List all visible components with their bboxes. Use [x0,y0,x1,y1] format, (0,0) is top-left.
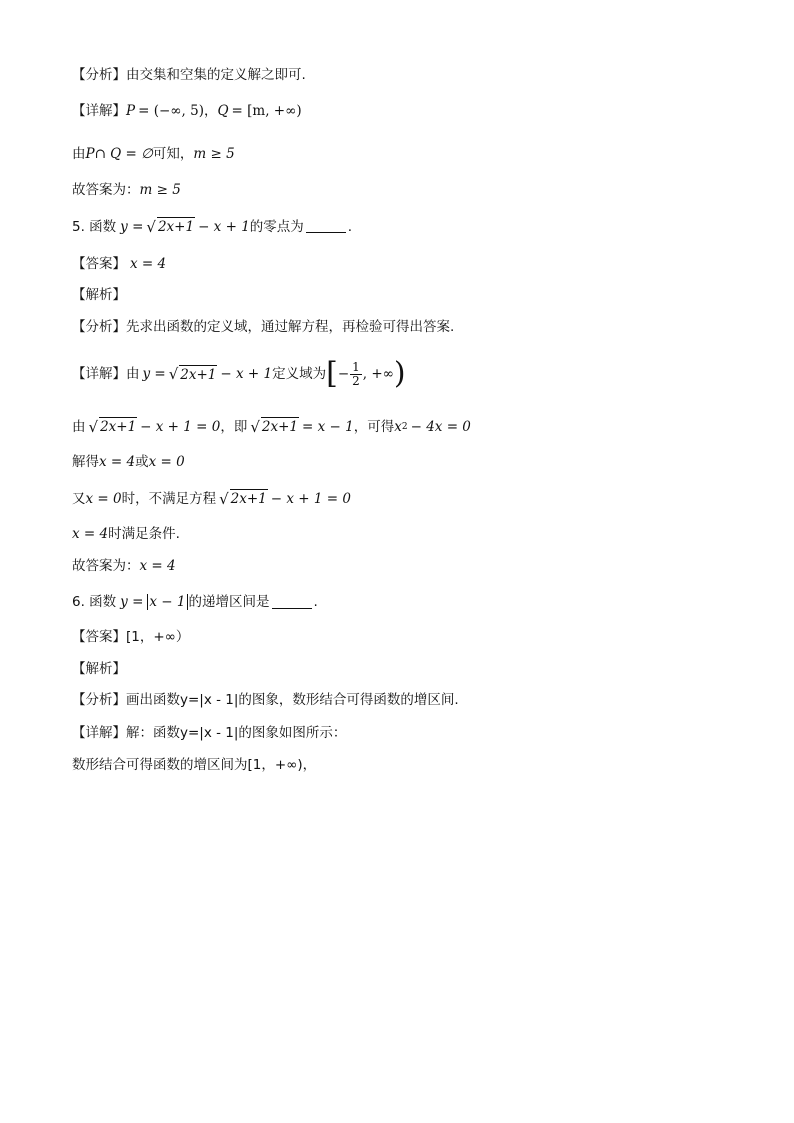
analysis-line-6 [72,691,459,709]
abs-bar-right [187,594,188,610]
abs-bar-left [147,594,148,610]
set-q-value: = [m, +∞) [231,103,302,119]
roots-line [72,453,185,471]
sqrt-sign: √ [146,217,156,236]
domain-text: 定义域为 [272,366,327,382]
answer-blank [306,220,346,233]
function-tail: − x + 1 [198,218,250,235]
sqrt-radicand: 2x+1 [157,219,195,235]
middle-text: 可知， [152,146,194,162]
right-paren: ) [393,356,406,391]
condition-line [72,525,180,543]
solution-header-5 [72,286,126,304]
analysis-tag: 【分析】 [72,692,126,708]
root-a: x = 4 [99,454,136,470]
set-p: P [126,103,136,119]
interval-rest: , +∞ [362,366,394,382]
root-b: x = 0 [148,454,185,470]
equation-line [72,417,471,436]
prefix: 又 [72,490,86,507]
detail-line-5 [72,354,406,394]
sqrt-radicand: 2x+1 [230,491,267,507]
solution-tag: 【解析】 [72,287,126,303]
detail-line-6 [72,724,346,742]
question-6 [72,593,318,611]
analysis-line-1 [72,66,306,84]
conclusion-text: 数形结合可得函数的增区间为[1，+∞)， [72,757,317,773]
intersection-line [72,145,235,163]
result-expr: m ≥ 5 [139,182,181,198]
poly-rest: − 4x = 0 [410,418,471,435]
period: . [313,594,318,610]
prefix: 由 [126,366,140,382]
analysis-line-5 [72,318,454,336]
or-text: 或 [135,454,149,470]
sqrt-radicand: 2x+1 [100,419,137,435]
set-q: Q [217,103,229,119]
analysis-tag: 【分析】 [72,67,126,83]
answer-line-14 [72,557,176,575]
detail-tag: 【详解】 [72,366,126,382]
answer-tag: 【答案】 [72,256,126,272]
condition-text: 时满足条件. [108,526,180,542]
root-a: x = 0 [85,490,122,507]
left-bracket: [ [326,356,338,391]
middle-text-2: ，可得 [353,418,395,435]
minus-sign: − [337,366,350,382]
prefix: 由 [72,146,86,162]
period: . [347,218,353,235]
detail-line-1 [72,102,302,120]
detail-text: 解：函数y=|x - 1|的图象如图所示： [126,725,347,741]
function-y: y = [120,594,144,610]
question-text: 的递增区间是 [188,594,270,610]
prefix: 由 [72,418,86,435]
answer-tag: 【答案】 [72,629,126,645]
function-y: y = [142,366,166,382]
sqrt-radicand-2: 2x+1 [261,419,299,435]
fraction-half [350,361,362,388]
question-number: 5. 函数 [72,218,117,235]
fraction-numerator: 1 [352,359,360,374]
sqrt-sign-2: √ [250,417,260,436]
analysis-text: 先求出函数的定义域，通过解方程，再检验可得出答案. [126,319,455,335]
prefix: 解得 [72,454,99,470]
detail-tag: 【详解】 [72,725,126,741]
answer-line-5 [72,255,166,273]
analysis-text: 由交集和空集的定义解之即可. [126,67,306,83]
result-expr: m ≥ 5 [193,146,235,162]
solution-tag: 【解析】 [72,661,126,677]
root-a: x = 4 [72,526,109,542]
middle-text: 时，不满足方程 [121,490,217,507]
answer-value: x = 4 [130,256,167,272]
fraction-denominator: 2 [352,373,360,388]
prefix: 故答案为： [72,558,140,574]
function-y: y = [120,218,144,235]
poly-exponent: 2 [401,421,408,432]
answer-line-4 [72,181,181,199]
conclusion-line [72,756,316,774]
equation-tail: − x + 1 = 0 [140,418,221,435]
separator: ， [203,103,218,119]
function-tail: − x + 1 [220,366,273,382]
sqrt-sign: √ [88,417,99,436]
question-5 [72,217,352,236]
abs-content: x − 1 [149,594,186,610]
set-p-value: = (−∞, 5) [138,103,204,119]
middle-text: ，即 [220,418,248,435]
check-line [72,489,351,508]
question-number: 6. 函数 [72,594,117,610]
poly-x: x [394,418,402,435]
question-text: 的零点为 [249,218,304,235]
equation-tail-2: = x − 1 [302,418,354,435]
solution-header-6 [72,660,126,678]
answer-line-6 [72,628,189,646]
answer-blank [272,596,312,609]
sqrt-sign: √ [219,489,229,508]
analysis-text: 画出函数y=|x - 1|的图象，数形结合可得函数的增区间. [126,692,459,708]
equation-tail: − x + 1 = 0 [270,490,351,507]
answer-value: [1，+∞） [126,629,190,645]
prefix: 故答案为： [72,182,140,198]
result-expr: x = 4 [139,558,176,574]
sqrt-sign: √ [168,365,179,383]
intersection-expr: P∩ Q = ∅ [85,146,153,162]
detail-tag: 【详解】 [72,103,126,119]
sqrt-radicand: 2x+1 [180,366,217,383]
analysis-tag: 【分析】 [72,319,126,335]
